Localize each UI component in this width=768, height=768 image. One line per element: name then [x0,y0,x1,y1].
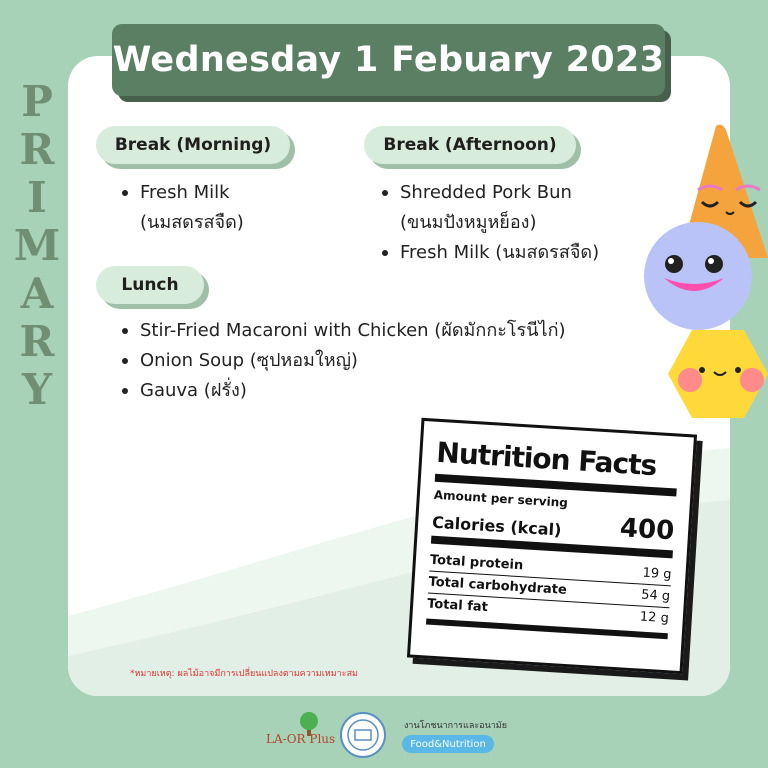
side-letter: I [27,173,47,222]
menu-item-thai: (ขนมปังหมูหย็อง) [400,212,537,233]
list-item: Onion Soup (ซุปหอมใหญ่) [118,346,566,376]
side-letter: P [21,77,53,126]
side-letter: R [19,125,55,174]
food-nutrition-badge: Food&Nutrition [402,735,494,753]
list-item [378,238,599,268]
calories-label: Calories (kcal) [431,512,562,540]
list-item: Stir-Fried Macaroni with Chicken (ผัดมักกะโรนีไก่) [118,316,566,346]
lunch-list [118,316,566,406]
la-or-plus-logo: LA-OR Plus [266,732,336,746]
date-title-banner [112,24,665,96]
lunch-header: Lunch [96,266,204,304]
vertical-primary-label [14,78,60,414]
side-letter: Y [22,365,52,414]
nutrient-label: Total carbohydrate [428,574,568,598]
list-item: Gauva (ฝรั่ง) [118,376,566,406]
break-morning-list [118,178,244,238]
nutrient-value: 19 g [642,565,672,583]
menu-item-thai: (นมสดรสจืด) [140,212,244,233]
side-letter: A [20,269,54,318]
org-name-label: งานโภชนาการและอนามัย [404,721,507,731]
disclaimer-note: *หมายเหตุ: ผลไม้อาจมีการเปลี่ยนแปลงตามความเหมาะสม [130,669,358,679]
nutrition-facts-panel [407,418,697,674]
break-afternoon-list [378,178,599,268]
menu-item-text: Fresh Milk (นมสดรสจืด) [400,242,600,263]
menu-item-text: Fresh Milk [140,182,230,203]
page-title: Wednesday 1 Febuary 2023 [112,24,665,96]
nutrient-value: 12 g [639,609,670,627]
nutrient-value: 54 g [640,587,671,605]
circle-face-icon [644,222,752,330]
nutrient-label: Total fat [426,596,489,616]
side-letter: R [19,317,55,366]
hexagon-face-icon [668,330,768,418]
nutrient-label: Total protein [429,552,524,574]
break-morning-header: Break (Morning) [96,126,290,164]
calories-value: 400 [619,513,676,547]
list-item [378,178,599,238]
break-afternoon-header: Break (Afternoon) [364,126,576,164]
serving-label: Amount per serving [433,487,569,510]
nutrition-title: Nutrition Facts [435,435,658,483]
side-letter: M [13,221,61,270]
school-seal-icon [340,712,386,758]
menu-item-text: Shredded Pork Bun [400,182,572,203]
character-stickers [640,118,768,438]
list-item [118,178,244,238]
